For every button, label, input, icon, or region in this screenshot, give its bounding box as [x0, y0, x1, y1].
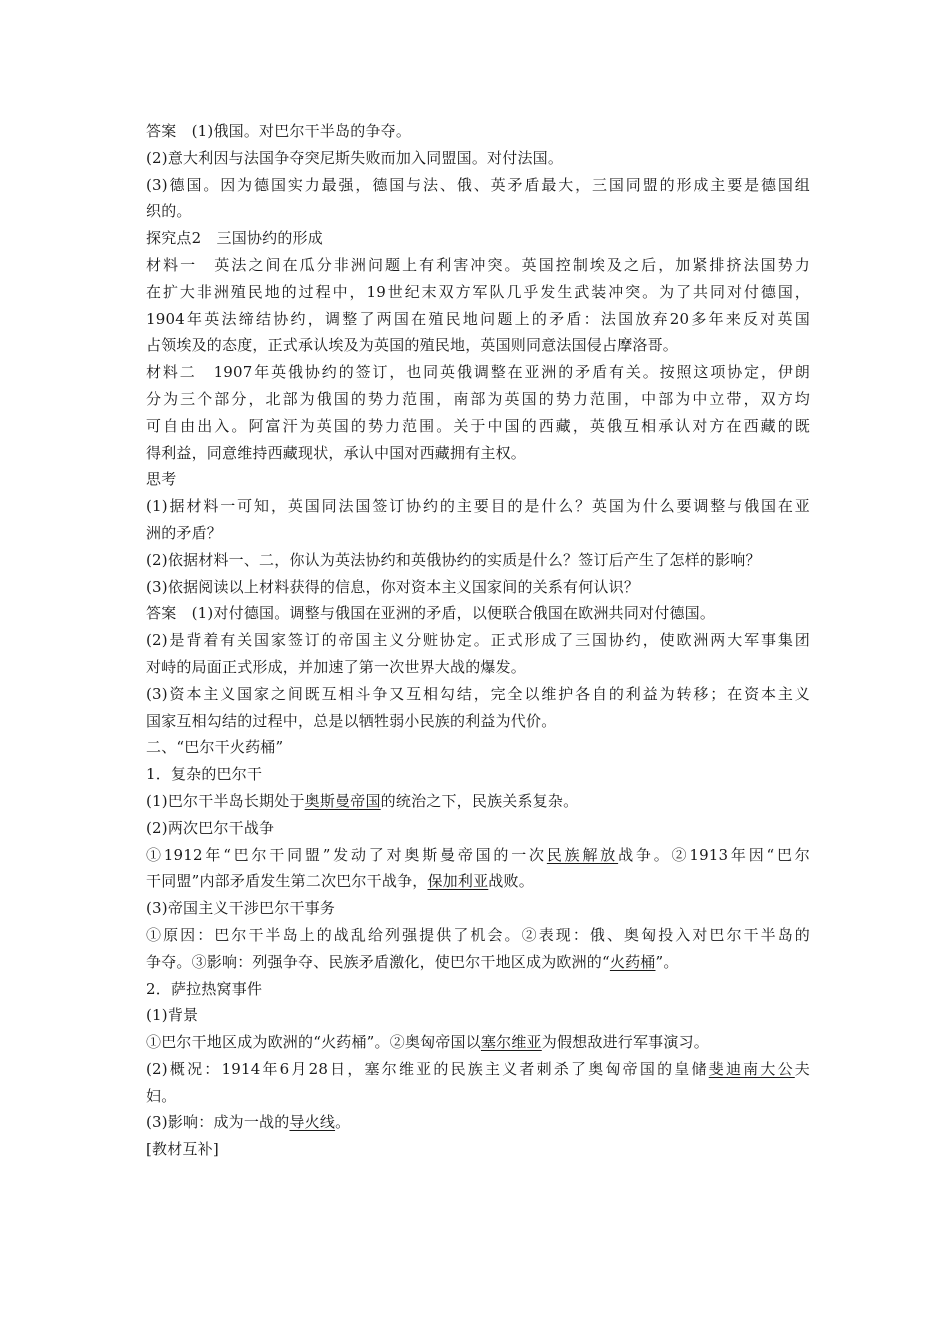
text-line [146, 895, 810, 922]
text-segment: 为假想敌进行军事演习。 [541, 1033, 709, 1052]
text-line [146, 627, 810, 654]
text-line [146, 145, 810, 172]
underlined-answer: 塞尔维亚 [480, 1033, 542, 1052]
text-segment: 答案 (1)俄国。对巴尔干半岛的争夺。 [146, 122, 412, 140]
text-line [146, 279, 810, 306]
text-line [146, 1056, 810, 1083]
text-segment: 1．复杂的巴尔干 [146, 765, 263, 784]
underlined-answer: 导火线 [289, 1113, 336, 1132]
text-segment: (2)依据材料一、二，你认为英法协约和英俄协约的实质是什么？签订后产生了怎样的影响？ [146, 550, 761, 569]
text-segment: 争夺。③影响：列强争夺、民族矛盾激化，使巴尔干地区成为欧洲的“ [146, 952, 610, 971]
text-line [146, 949, 810, 976]
text-line [146, 976, 810, 1003]
text-line [146, 413, 810, 440]
text-segment: 干同盟”内部矛盾发生第二次巴尔干战争， [146, 872, 428, 891]
text-line [146, 654, 810, 681]
text-segment: (2)意大利因与法国争夺突尼斯失败而加入同盟国。对付法国。 [146, 148, 564, 167]
text-segment: 战争。②1913年因“巴尔 [618, 845, 810, 864]
text-segment: 妇。 [146, 1086, 177, 1105]
text-line [146, 708, 810, 735]
text-line [146, 466, 810, 493]
text-line [146, 520, 810, 547]
underlined-answer: 奥斯曼帝国 [304, 791, 381, 810]
text-line [146, 386, 810, 413]
underlined-answer: 保加利亚 [427, 872, 489, 891]
text-segment: (3)依据阅读以上材料获得的信息，你对资本主义国家间的关系有何认识？ [146, 577, 640, 596]
text-line [146, 842, 810, 869]
text-segment: (1)背景 [146, 1006, 199, 1025]
document-page [146, 118, 810, 1163]
text-segment: 洲的矛盾？ [146, 523, 223, 542]
text-segment: 织的。 [146, 202, 192, 221]
text-segment: 战败。 [488, 872, 534, 891]
text-segment: (3)帝国主义干涉巴尔干事务 [146, 899, 336, 918]
text-segment: 探究点2 三国协约的形成 [146, 229, 323, 248]
text-segment: 占领埃及的态度，正式承认埃及为英国的殖民地，英国则同意法国侵占摩洛哥。 [146, 336, 679, 355]
text-line [146, 761, 810, 788]
text-segment: 二、“巴尔干火药桶” [146, 738, 284, 757]
text-segment: 材料一 英法之间在瓜分非洲问题上有利害冲突。英国控制埃及之后，加紧排挤法国势力 [146, 255, 810, 274]
text-segment: 思考 [146, 470, 177, 489]
text-line [146, 1029, 810, 1056]
text-line [146, 440, 810, 467]
text-line [146, 118, 810, 145]
text-segment: (3)德国。因为德国实力最强，德国与法、俄、英矛盾最大，三国同盟的形成主要是德国组 [146, 175, 810, 194]
text-segment: [教材互补] [146, 1140, 219, 1159]
text-segment: 在扩大非洲殖民地的过程中，19世纪末双方军队几乎发生武装冲突。为了共同对付德国， [146, 282, 810, 301]
text-line [146, 547, 810, 574]
text-line [146, 198, 810, 225]
text-segment: 材料二 1907年英俄协约的签订，也同英俄调整在亚洲的矛盾有关。按照这项协定，伊朗 [146, 363, 810, 382]
text-line [146, 1109, 810, 1136]
text-line [146, 574, 810, 601]
text-line [146, 225, 810, 252]
text-segment: ”。 [655, 952, 679, 971]
underlined-answer: 民族解放 [546, 845, 619, 864]
text-segment: (1)巴尔干半岛长期处于 [146, 791, 305, 810]
text-line [146, 493, 810, 520]
text-segment: (3)影响：成为一战的 [146, 1113, 290, 1132]
text-line [146, 252, 810, 279]
text-line [146, 681, 810, 708]
text-segment: 答案 (1)对付德国。调整与俄国在亚洲的矛盾，以便联合俄国在欧洲共同对付德国。 [146, 604, 716, 623]
text-line [146, 1136, 810, 1163]
text-segment: 。 [335, 1113, 351, 1132]
text-segment: 可自由出入。阿富汗为英国的势力范围。关于中国的西藏，英俄互相承认对方在西藏的既 [146, 416, 810, 435]
text-line [146, 306, 810, 333]
text-line [146, 734, 810, 761]
text-segment: 得利益，同意维持西藏现状，承认中国对西藏拥有主权。 [146, 443, 527, 462]
text-segment: (2)是背着有关国家签订的帝国主义分赃协定。正式形成了三国协约，使欧洲两大军事集团 [146, 631, 810, 650]
text-line [146, 868, 810, 895]
text-segment: ①原因：巴尔干半岛上的战乱给列强提供了机会。②表现：俄、奥匈投入对巴尔干半岛的 [146, 925, 810, 944]
text-segment: 分为三个部分，北部为俄国的势力范围，南部为英国的势力范围，中部为中立带，双方均 [146, 389, 810, 408]
text-line [146, 815, 810, 842]
underlined-answer: 火药桶 [609, 952, 656, 971]
text-line [146, 922, 810, 949]
text-segment: 对峙的局面正式形成，并加速了第一次世界大战的爆发。 [146, 657, 527, 676]
text-line [146, 332, 810, 359]
text-segment: 的统治之下，民族关系复杂。 [380, 791, 579, 810]
underlined-answer: 斐迪南大公 [708, 1059, 795, 1078]
text-segment: ①1912年“巴尔干同盟”发动了对奥斯曼帝国的一次 [146, 845, 547, 864]
text-segment: (3)资本主义国家之间既互相斗争又互相勾结，完全以维护各自的利益为转移；在资本主义 [146, 684, 810, 703]
text-line [146, 172, 810, 199]
text-line [146, 600, 810, 627]
text-segment: (2)两次巴尔干战争 [146, 818, 275, 837]
text-line [146, 1002, 810, 1029]
text-segment: (1)据材料一可知，英国同法国签订协约的主要目的是什么？英国为什么要调整与俄国在亚 [146, 497, 810, 516]
text-segment: 2．萨拉热窝事件 [146, 979, 263, 998]
text-line [146, 359, 810, 386]
text-segment: 夫 [794, 1059, 810, 1078]
text-line [146, 1083, 810, 1110]
text-segment: (2)概况：1914年6月28日，塞尔维亚的民族主义者刺杀了奥匈帝国的皇储 [146, 1059, 709, 1078]
text-segment: ①巴尔干地区成为欧洲的“火药桶”。②奥匈帝国以 [146, 1033, 481, 1052]
text-segment: 国家互相勾结的过程中，总是以牺牲弱小民族的利益为代价。 [146, 711, 557, 730]
text-segment: 1904年英法缔结协约，调整了两国在殖民地问题上的矛盾：法国放弃20多年来反对英国 [146, 309, 810, 328]
text-line [146, 788, 810, 815]
